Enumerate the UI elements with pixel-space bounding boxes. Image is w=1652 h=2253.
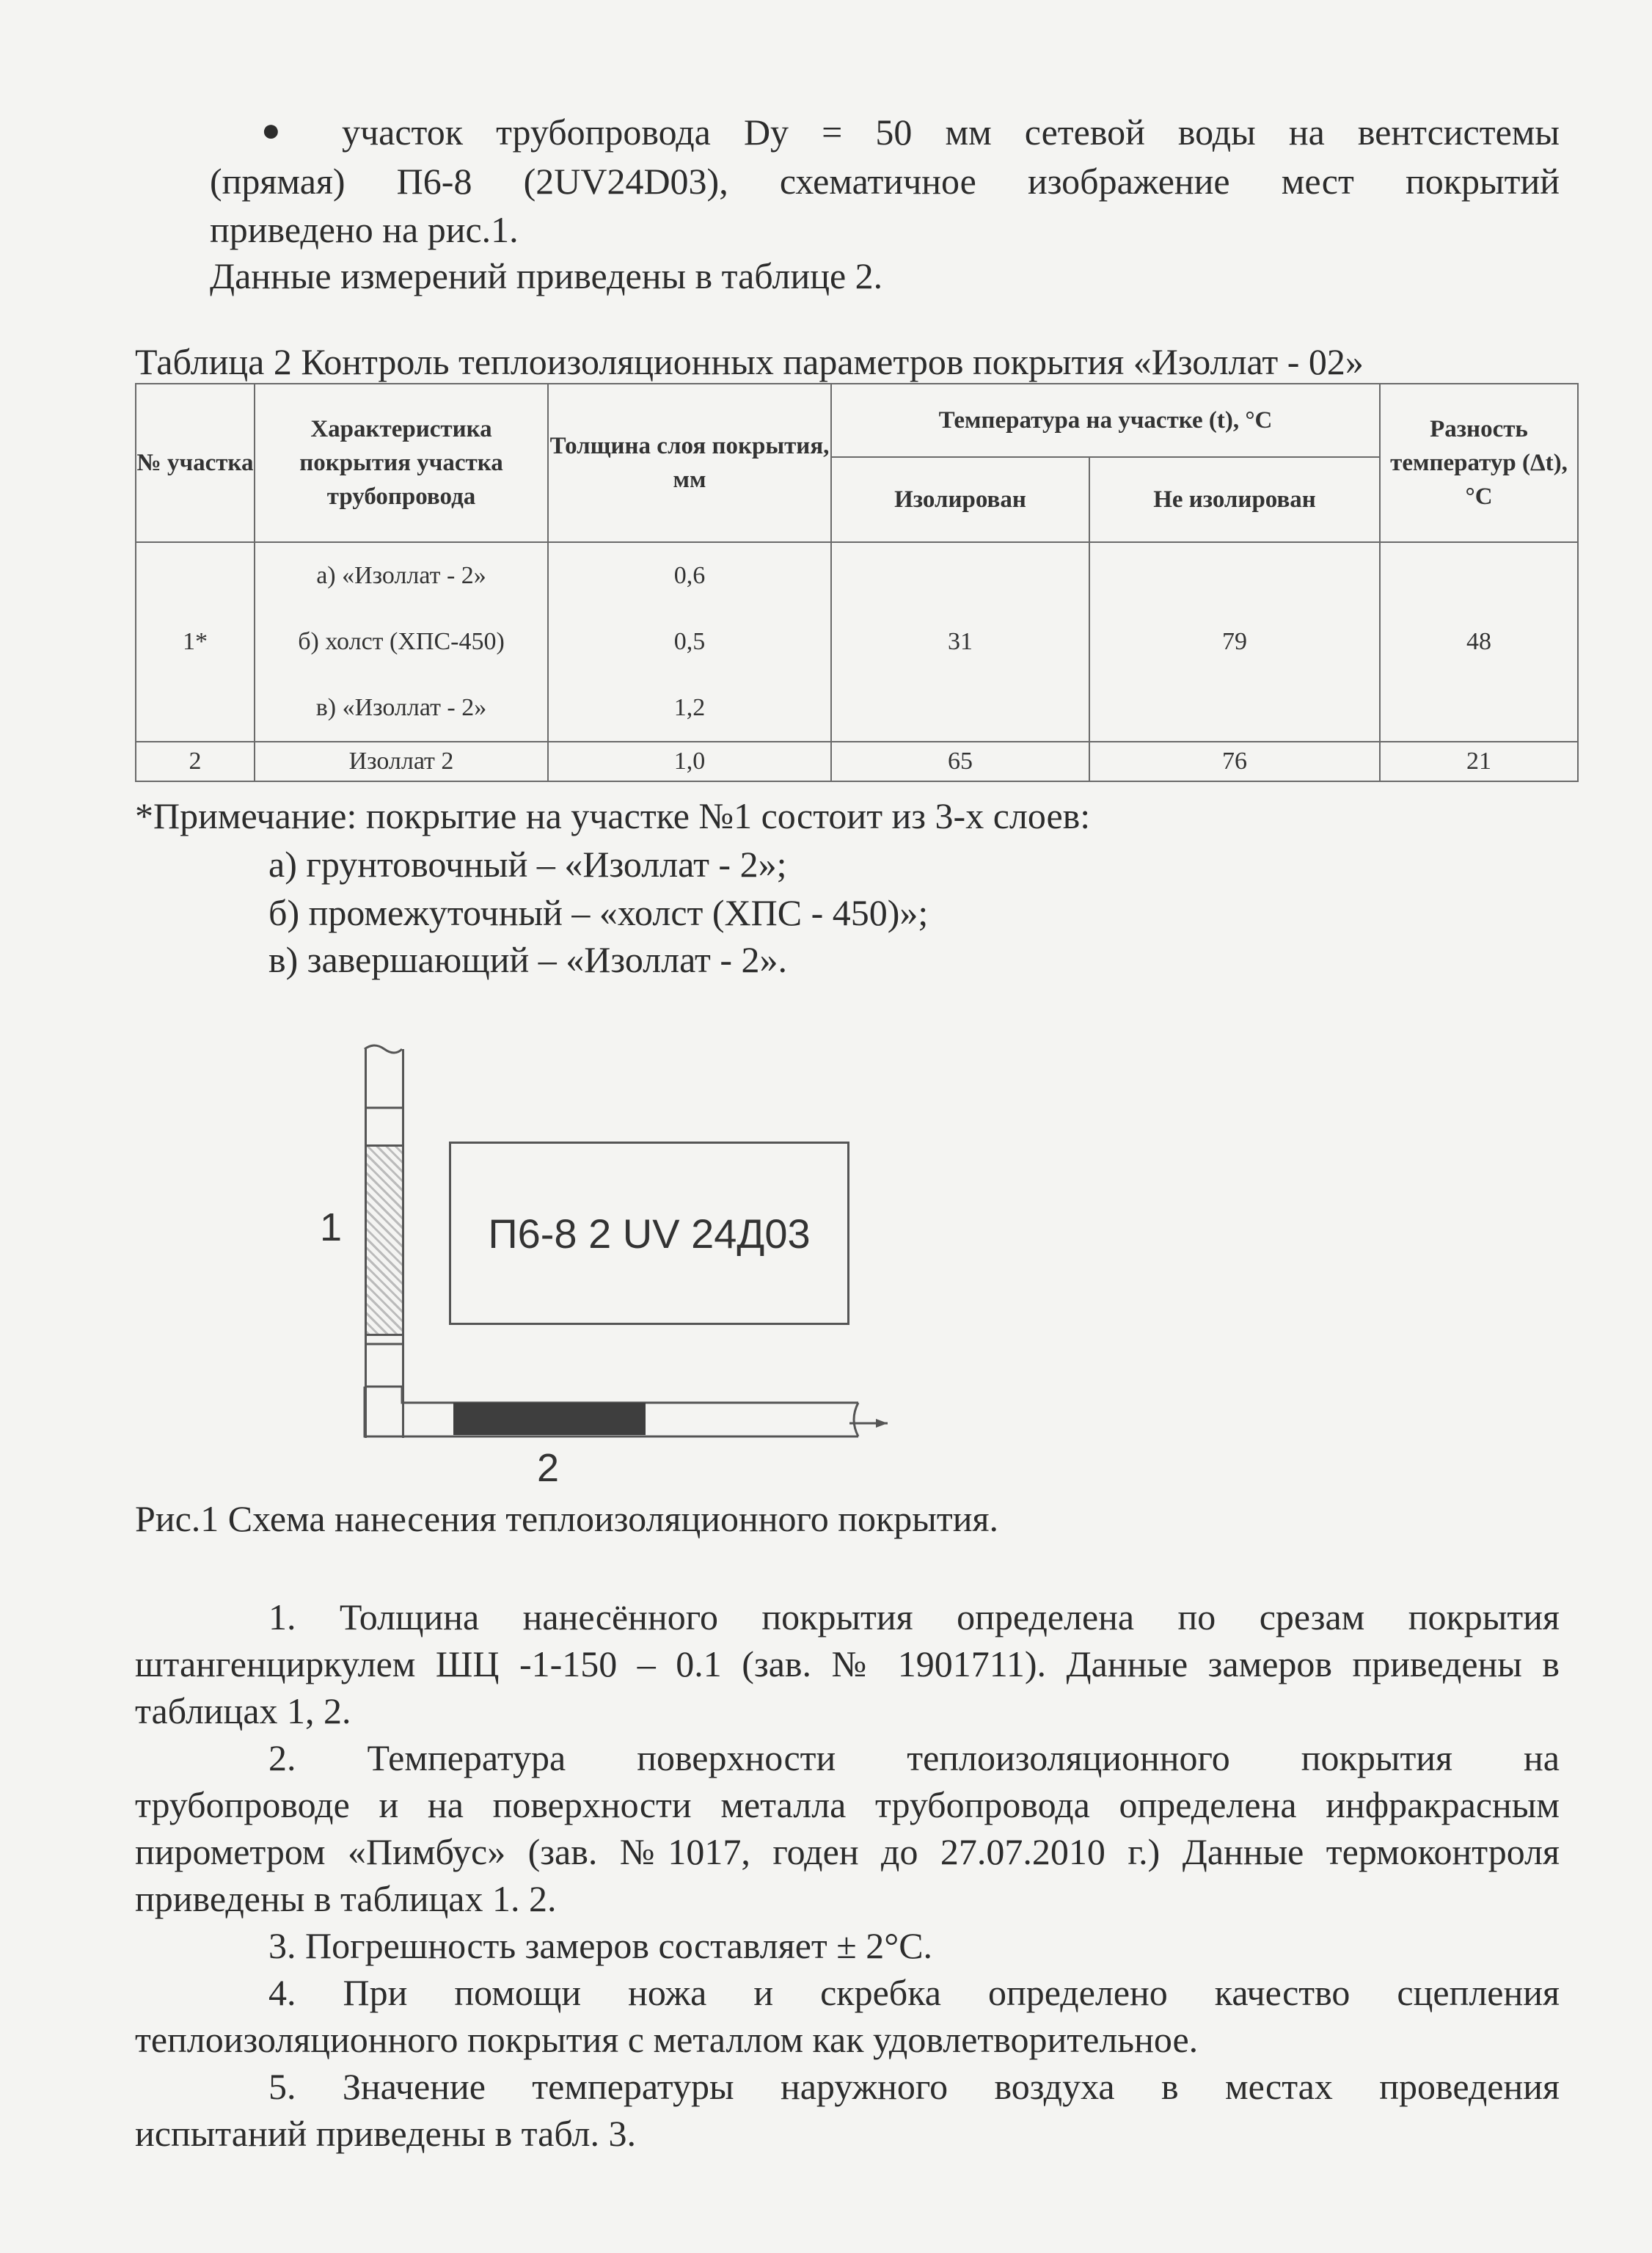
item-2-line-3: пирометром «Пимбус» (зав. №1017, годен до 27.07.2010 г.) Данные термоконтроля [135, 1831, 1560, 1872]
header-temperature: Температура на участке (t), °С [831, 384, 1380, 457]
table-row [136, 542, 1578, 742]
row1-layer-a: а) «Изоллат - 2» [316, 562, 486, 589]
table-row [136, 742, 1578, 781]
row1-thickness-c: 1,2 [673, 694, 706, 721]
note-item-a: а) грунтовочный – «Изоллат - 2»; [268, 844, 787, 885]
header-num: № участка [136, 384, 255, 542]
item-3: 3. Погрешность замеров составляет ± 2°С. [268, 1925, 933, 1966]
row1-layers [255, 542, 548, 742]
header-not-insulated: Не изолирован [1089, 457, 1380, 542]
row1-not-insulated: 79 [1089, 542, 1380, 742]
row1-difference: 48 [1380, 542, 1578, 742]
note-item-c: в) завершающий – «Изоллат - 2». [268, 939, 787, 980]
row2-insulated: 65 [831, 742, 1089, 781]
note-item-b: б) промежуточный – «холст (ХПС - 450)»; [268, 892, 929, 933]
item-1-line-2: штангенциркулем ШЦ -1-150 – 0.1 (зав. № 1901711). Данные замеров приведены в [135, 1643, 1560, 1684]
intro-line-2: (прямая) П6-8 (2UV24D03), схематичное изображение мест покрытий [210, 161, 1560, 202]
header-characteristic: Характеристика покрытия участка трубопровода [255, 384, 548, 542]
row1-insulated: 31 [831, 542, 1089, 742]
note-title: *Примечание: покрытие на участке №1 состоит из 3-х слоев: [135, 795, 1091, 836]
figure-label-1: 1 [320, 1205, 343, 1249]
item-1-line-1: 1. Толщина нанесённого покрытия определена по срезам покрытия [268, 1596, 1560, 1637]
row1-num: 1* [136, 542, 255, 742]
row1-thickness-a: 0,6 [673, 562, 706, 589]
row1-thickness-b: 0,5 [673, 628, 706, 655]
data-reference: Данные измерений приведены в таблице 2. [210, 255, 883, 296]
header-thickness: Толщина слоя покрытия, мм [548, 384, 831, 542]
intro-line-1: участок трубопровода Dy = 50 мм сетевой воды на вентсистемы [342, 112, 1560, 153]
item-1-line-3: таблицах 1, 2. [135, 1690, 351, 1731]
equipment-label: П6-8 2 UV 24Д03 [488, 1210, 811, 1257]
equipment-box [449, 1142, 849, 1325]
item-4-line-2: теплоизоляционного покрытия с металлом как удовлетворительное. [135, 2019, 1199, 2060]
row2-layer: Изоллат 2 [255, 742, 548, 781]
row1-layer-b: б) холст (ХПС-450) [298, 628, 505, 655]
bullet-icon: ● [261, 112, 281, 148]
row2-num: 2 [136, 742, 255, 781]
figure-caption: Рис.1 Схема нанесения теплоизоляционного покрытия. [135, 1498, 999, 1539]
figure-label-2: 2 [537, 1446, 560, 1490]
item-2-line-2: трубопроводе и на поверхности металла трубопровода определена инфракрасным [135, 1784, 1560, 1825]
item-5-line-2: испытаний приведены в табл. 3. [135, 2113, 636, 2154]
table-caption: Таблица 2 Контроль теплоизоляционных параметров покрытия «Изоллат - 02» [135, 341, 1364, 382]
row1-layer-c: в) «Изоллат - 2» [315, 694, 487, 721]
header-difference: Разность температур (Δt), °С [1380, 384, 1578, 542]
header-insulated: Изолирован [831, 457, 1089, 542]
item-5-line-1: 5. Значение температуры наружного воздуха в местах проведения [268, 2066, 1560, 2107]
coating-section-2 [453, 1403, 646, 1435]
intro-line-3: приведено на рис.1. [210, 209, 519, 250]
row2-difference: 21 [1380, 742, 1578, 781]
item-2-line-1: 2. Температура поверхности теплоизоляционного покрытия на [268, 1737, 1560, 1778]
measurement-table [135, 383, 1579, 782]
item-2-line-4: приведены в таблицах 1. 2. [135, 1878, 557, 1919]
row2-not-insulated: 76 [1089, 742, 1380, 781]
row1-thickness [548, 542, 831, 742]
row2-thickness: 1,0 [548, 742, 831, 781]
item-4-line-1: 4. При помощи ножа и скребка определено качество сцепления [268, 1972, 1560, 2013]
